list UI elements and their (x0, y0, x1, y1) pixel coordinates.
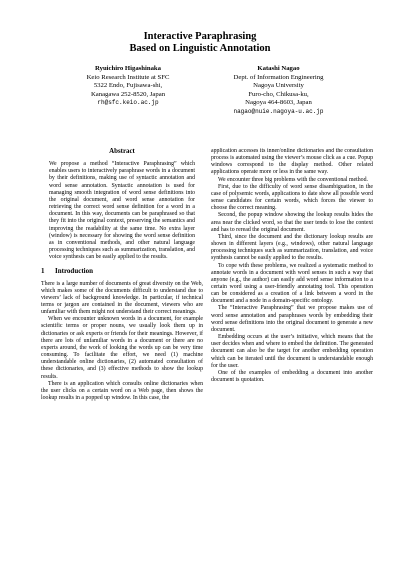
author-address-line: 5322 Endo, Fujisawa-shi, (93, 82, 163, 90)
paragraph: We encounter three big problems with the conventional method. (218, 176, 368, 183)
title-line-2: Based on Linguistic Annotation (129, 43, 271, 54)
section-heading-introduction (41, 268, 203, 275)
right-column (211, 148, 373, 558)
paragraph: Embedding occurs at the user’s initiative, which means that the user decides when and where to embed the definition. The generated document can also be the target for another embedding operation which can be iterated until the document is understandable enough for the user. (211, 334, 373, 369)
author-email: nagao@nuie.nagoya-u.ac.jp (233, 107, 324, 115)
paragraph: application accesses its inner/online dictionaries and the consultation process is automated using the viewer’s mouse click as a cue. Popup windows correspond to the display method. Other related applications operate more or less in the same way. (211, 148, 373, 176)
author-address-line: Nagoya 464-8603, Japan (245, 99, 312, 107)
abstract-body (41, 161, 203, 261)
section-title: Introduction (55, 267, 93, 276)
paragraph: To cope with these problems, we realized a systematic method to annotate words in a document with word senses in such a way that anyone (e.g., the author) can easily add word sense information to a certain word using a user-friendly annotating tool. This operation can be considered as a creation of a link between a word in the document and a node in a domain-specific ontology. (211, 262, 373, 305)
abstract-text: We propose a method “Interactive Paraphrasing” which enables users to interactively paraphrase words in a document by their definitions, making use of syntactic annotation and word sense annotation. Syntactic annotation is used for managing smooth integration of word sense definitions into the original document, and word sense annotation for retrieving the correct word sense definition for a word in a document. In this way, documents can be paraphrased so that they fit into the original context, preserving the semantics and improving the readability at the same time. No extra layer (window) is necessary for showing the word sense definition as in conventional methods, and other natural language processing techniques such as summarization, translation, and voice synthesis can be easily applied to the results. (49, 161, 195, 261)
author-affiliation: Dept. of Information Engineering (233, 73, 324, 81)
section-number: 1 (41, 267, 45, 276)
abstract-heading: Abstract (109, 148, 135, 155)
paper-title (0, 31, 400, 55)
paragraph: There is an application which consults online dictionaries when the user clicks on a certain word on a Web page, then shows the lookup results in a popped up window. In this case, the (41, 380, 203, 401)
author-address-line: Kanagawa 252-8520, Japan (90, 90, 166, 98)
author-block-1 (68, 65, 188, 108)
author-address-line: Nagoya University (253, 82, 304, 90)
paragraph: Second, the popup window showing the lookup results hides the area near the clicked word, so that the user tends to lose the context and has to reread the original document. (211, 212, 373, 233)
paragraph: One of the examples of embedding a document into another document is quotation. (211, 369, 373, 383)
author-block-2 (206, 65, 351, 117)
author-email: rh@sfc.keio.ac.jp (97, 99, 159, 107)
author-address-line: Furo-cho, Chikusa-ku, (248, 90, 309, 98)
author-name: Katashi Nagao (257, 65, 300, 72)
paragraph: First, due to the difficulty of word sense disambiguation, in the case of polysemic words, applications to date show all possible word sense candidates for certain words, which forces the viewer to choose the correct meaning. (211, 183, 373, 212)
paragraph: Third, since the document and the dictionary lookup results are shown in different layers (e.g., windows), other natural language processing techniques such as summarization, translation, and voice synthesis cannot be easily applied to the results. (211, 233, 373, 262)
author-affiliation: Keio Research Institute at SFC (86, 73, 170, 81)
author-name: Ryuichiro Higashinaka (95, 65, 161, 72)
left-column (41, 148, 203, 558)
paragraph: When we encounter unknown words in a document, for example scientific terms or proper nouns, we usually look them up in dictionaries or ask experts or friends for their meanings. However, if there are lots of unfamiliar words in a document or there are no experts around, the work of looking the words up can be very time consuming. To facilitate the effort, we need (1) machine understandable online dictionaries, (2) automated consultation of these dictionaries, and (3) effective methods to show the lookup results. (41, 316, 203, 380)
paragraph: The “Interactive Paraphrasing” that we propose makes use of word sense annotation and paraphrases words by embedding their word sense definitions into the original document to generate a new document. (211, 305, 373, 333)
title-line-1: Interactive Paraphrasing (143, 31, 257, 42)
paragraph: There is a large number of documents of great diversity on the Web, which makes some of the documents difficult to understand due to viewers’ lack of background knowledge. In particular, if technical terms or jargon are contained in the document, viewers who are unfamiliar with them might not understand their correct meanings. (41, 280, 203, 316)
